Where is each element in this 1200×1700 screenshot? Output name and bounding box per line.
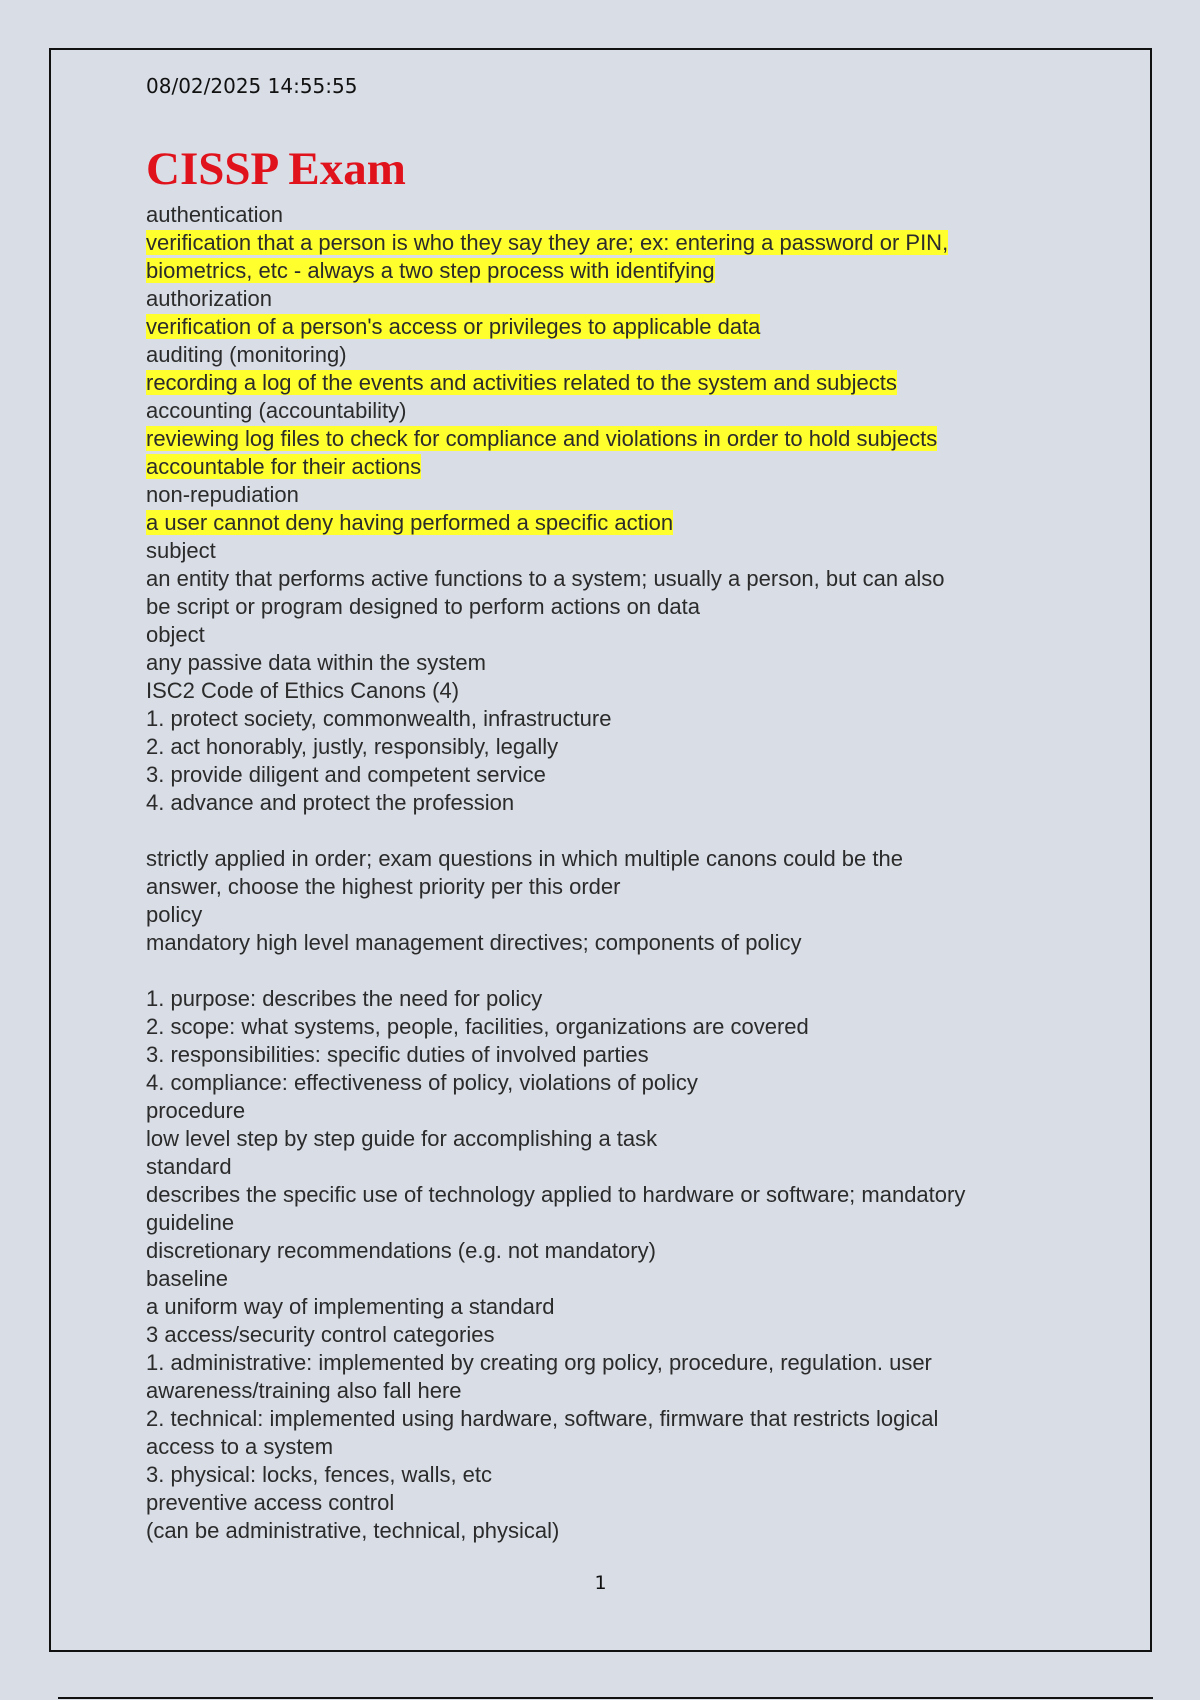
text-line (146, 1349, 1076, 1377)
text-line (146, 1041, 1076, 1069)
line-text: mandatory high level management directives; components of policy (146, 930, 802, 955)
line-text: strictly applied in order; exam questions in which multiple canons could be the (146, 846, 903, 871)
line-text: a uniform way of implementing a standard (146, 1294, 555, 1319)
line-text: (can be administrative, technical, physical) (146, 1518, 560, 1543)
line-text: standard (146, 1154, 232, 1179)
text-line (146, 565, 1076, 593)
line-text: 2. scope: what systems, people, facilities, organizations are covered (146, 1014, 809, 1039)
line-text: an entity that performs active functions to a system; usually a person, but can also (146, 566, 945, 591)
text-line (146, 369, 1076, 397)
text-line (146, 733, 1076, 761)
highlighted-text: biometrics, etc - always a two step process with identifying (146, 258, 715, 283)
text-line (146, 201, 1076, 229)
line-text: auditing (monitoring) (146, 342, 347, 367)
document-body (146, 201, 1076, 1545)
line-text: 3. provide diligent and competent service (146, 762, 546, 787)
highlighted-text: accountable for their actions (146, 454, 422, 479)
highlighted-text: verification of a person's access or privileges to applicable data (146, 314, 761, 339)
text-line (146, 313, 1076, 341)
text-line (146, 677, 1076, 705)
text-line (146, 873, 1076, 901)
text-line (146, 537, 1076, 565)
text-line (146, 649, 1076, 677)
text-line (146, 1265, 1076, 1293)
line-text: awareness/training also fall here (146, 1378, 462, 1403)
text-line (146, 257, 1076, 285)
line-text: 3. physical: locks, fences, walls, etc (146, 1462, 493, 1487)
line-text: access to a system (146, 1434, 334, 1459)
line-text: policy (146, 902, 203, 927)
text-line (146, 1069, 1076, 1097)
text-line (146, 341, 1076, 369)
text-line (146, 1013, 1076, 1041)
line-text: discretionary recommendations (e.g. not mandatory) (146, 1238, 656, 1263)
line-text: describes the specific use of technology applied to hardware or software; mandatory (146, 1182, 966, 1207)
text-line (146, 1125, 1076, 1153)
text-line (146, 621, 1076, 649)
line-text: 3. responsibilities: specific duties of involved parties (146, 1042, 649, 1067)
highlighted-text: verification that a person is who they say they are; ex: entering a password or PIN, (146, 230, 949, 255)
text-line (146, 453, 1076, 481)
line-text: authorization (146, 286, 272, 311)
text-line (146, 1405, 1076, 1433)
text-line (146, 229, 1076, 257)
line-text: accounting (accountability) (146, 398, 407, 423)
next-page-border (58, 1697, 1153, 1699)
text-line (146, 1517, 1076, 1545)
print-timestamp: 08/02/2025 14:55:55 (146, 74, 358, 98)
text-line (146, 481, 1076, 509)
text-line (146, 845, 1076, 873)
line-text: 2. act honorably, justly, responsibly, legally (146, 734, 559, 759)
text-line (146, 1181, 1076, 1209)
text-line (146, 1489, 1076, 1517)
text-line (146, 1377, 1076, 1405)
text-line (146, 1433, 1076, 1461)
text-line (146, 761, 1076, 789)
line-text: low level step by step guide for accomplishing a task (146, 1126, 658, 1151)
text-line (146, 509, 1076, 537)
text-line (146, 1153, 1076, 1181)
text-line (146, 397, 1076, 425)
text-line (146, 1461, 1076, 1489)
line-text: 1. administrative: implemented by creating org policy, procedure, regulation. user (146, 1350, 932, 1375)
text-line (146, 929, 1076, 957)
text-line (146, 285, 1076, 313)
text-line (146, 817, 1076, 845)
line-text: ISC2 Code of Ethics Canons (4) (146, 678, 460, 703)
line-text: authentication (146, 202, 283, 227)
document-title: CISSP Exam (146, 143, 406, 195)
text-line (146, 425, 1076, 453)
text-line (146, 1293, 1076, 1321)
line-text: 2. technical: implemented using hardware, software, firmware that restricts logical (146, 1406, 939, 1431)
highlighted-text: reviewing log files to check for compliance and violations in order to hold subjects (146, 426, 938, 451)
line-text: 4. advance and protect the profession (146, 790, 515, 815)
text-line (146, 1321, 1076, 1349)
text-line (146, 957, 1076, 985)
document-page (49, 48, 1152, 1652)
line-text: object (146, 622, 205, 647)
line-text: 1. purpose: describes the need for policy (146, 986, 543, 1011)
line-text: baseline (146, 1266, 228, 1291)
text-line (146, 985, 1076, 1013)
page-number: 1 (594, 1572, 607, 1594)
highlighted-text: recording a log of the events and activities related to the system and subjects (146, 370, 897, 395)
line-text: 1. protect society, commonwealth, infrastructure (146, 706, 612, 731)
text-line (146, 901, 1076, 929)
line-text: non-repudiation (146, 482, 299, 507)
text-line (146, 705, 1076, 733)
line-text: subject (146, 538, 216, 563)
line-text: procedure (146, 1098, 246, 1123)
text-line (146, 593, 1076, 621)
line-text: any passive data within the system (146, 650, 486, 675)
line-text: preventive access control (146, 1490, 395, 1515)
text-line (146, 789, 1076, 817)
text-line (146, 1209, 1076, 1237)
line-text: guideline (146, 1210, 235, 1235)
highlighted-text: a user cannot deny having performed a specific action (146, 510, 674, 535)
line-text: answer, choose the highest priority per this order (146, 874, 621, 899)
line-text: 3 access/security control categories (146, 1322, 495, 1347)
text-line (146, 1237, 1076, 1265)
line-text: be script or program designed to perform actions on data (146, 594, 700, 619)
text-line (146, 1097, 1076, 1125)
line-text: 4. compliance: effectiveness of policy, violations of policy (146, 1070, 698, 1095)
